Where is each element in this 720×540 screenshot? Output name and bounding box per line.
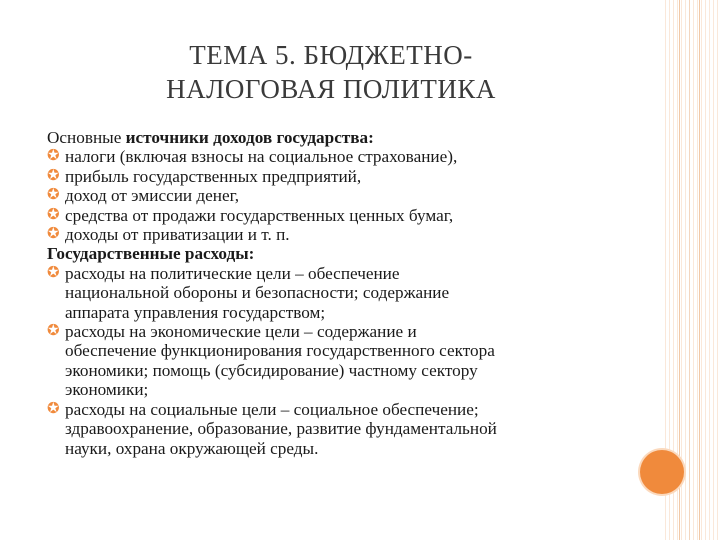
income-item: ✪ средства от продажи государственных ценных бумаг, <box>47 205 454 225</box>
orange-ring-bullet-icon: ✪ <box>47 323 60 340</box>
decorative-line <box>689 0 690 540</box>
income-item: ✪ налоги (включая взносы на социальное страхование), <box>47 147 458 167</box>
orange-ring-bullet-icon: ✪ <box>47 264 60 281</box>
income-item: ✪ доходы от приватизации и т. п. <box>47 225 290 245</box>
income-intro <box>47 128 647 147</box>
decorative-line <box>699 0 700 540</box>
expense-item: ✪ расходы на социальные цели – социальное обеспечение; здравоохранение, образование, развитие фундаментальной науки, охрана окружающей среды. <box>47 399 497 458</box>
slide-body <box>47 128 647 458</box>
orange-ring-bullet-icon: ✪ <box>47 167 60 184</box>
income-item: ✪ доход от эмиссии денег, <box>47 186 240 206</box>
income-intro-bold: источники доходов государства: <box>125 128 374 147</box>
expense-item: ✪ расходы на политические цели – обеспечение национальной обороны и безопасности; содержание аппарата управления государством; <box>47 263 450 322</box>
orange-ring-bullet-icon: ✪ <box>47 226 60 243</box>
income-intro-plain: Основные <box>47 128 126 147</box>
orange-ring-bullet-icon: ✪ <box>47 400 60 417</box>
orange-ring-bullet-icon: ✪ <box>47 148 60 165</box>
title-line: НАЛОГОВАЯ ПОЛИТИКА <box>166 74 496 104</box>
orange-ring-bullet-icon: ✪ <box>47 206 60 223</box>
title-line: ТЕМА 5. БЮДЖЕТНО- <box>189 40 473 70</box>
expense-item: ✪ расходы на экономические цели – содержание и обеспечение функционирования государственного сектора экономики; помощь (субсидирование) частному сектору экономики; <box>47 322 495 400</box>
expenses-heading: Государственные расходы: <box>47 244 255 264</box>
slide-title <box>0 38 662 106</box>
orange-ring-bullet-icon: ✪ <box>47 187 60 204</box>
income-item: ✪ прибыль государственных предприятий, <box>47 166 362 186</box>
